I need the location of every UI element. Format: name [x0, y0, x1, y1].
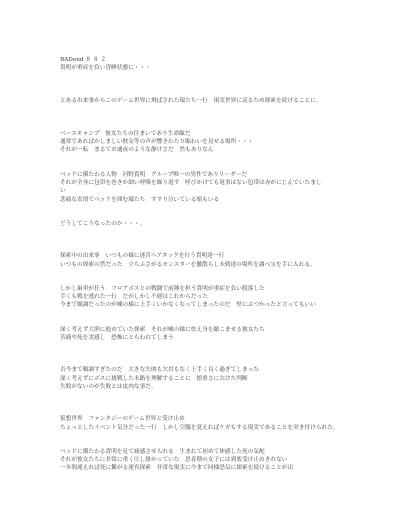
- paragraph: [60, 130, 370, 155]
- paragraph: [60, 415, 370, 432]
- paragraph: [60, 97, 370, 105]
- text-line: 通常であればかしましい彼女等の声が響きわたり賑わいを見せる場所・・・: [60, 139, 254, 146]
- text-line: しかし歯車が狂う フロアボスとの戦闘で前陣を担う貴明が重症を負い脱落した: [60, 285, 265, 292]
- text-line: ちょっとしたイベント気分だった一行 しかし空腹を覚えればケガもする現実であることを突き付けられた。: [60, 424, 339, 431]
- text-line: ベースキャンプ 彼女たちの住まいであり生命線だ: [60, 130, 191, 137]
- text-line: 一歩間違えれば死に繋がる迷宮探索 非常な現実に今まで同様恐気に探索を続けることが出: [60, 465, 294, 472]
- paragraph: [60, 366, 370, 391]
- text-line: 深く考えず大胆に進めていた探索 それが嘘の様に怯え身を縮こませる彼女たち: [60, 326, 265, 333]
- text-line: 苦痛や死を実感し 恐怖にとらわれてしまう: [60, 335, 174, 342]
- text-line: いつもの探索の筈だった 立ちふさがるモンスターを撤散らし未到達の場所を調べ宝を手に入れる。: [60, 261, 316, 268]
- text-line: それが彼女たちに非常に重く圧し掛かっていた 思春期の女子には到底受け止めきれない: [60, 457, 288, 464]
- paragraph: [60, 171, 370, 204]
- document-title: BADend ８ ８ ２: [60, 57, 107, 63]
- paragraph: [60, 326, 370, 343]
- text-line: ベッドに横たわる貴明を見て痛感させられる 生まれて初めて体感した死の気配: [60, 448, 265, 455]
- text-line: 深く考えずにボスに挑戦した末路を理解することに 慎重さに欠けた判断: [60, 375, 248, 382]
- paragraph: [60, 56, 370, 73]
- text-line: ベッドに横たわる人物 河野貴明 グループ唯一の男性でありリーダーだ: [60, 171, 248, 178]
- text-line: い: [60, 188, 66, 195]
- text-line: 今まで順調だったのが嘘の様に上手くいかなくなってしまったのだ 壁にぶつかったと言ってもいい: [60, 302, 316, 309]
- text-line: 貴明が重症を負い昏睡状態に・・・: [60, 65, 151, 72]
- text-line: それが全身に包帯を巻きか細い呼吸を繰り返す 呼びかけても返事はない包帯は赤がにじんでいたまし: [60, 180, 322, 187]
- text-line: 探索中の出来事 いつもの様に迷宮へアタックを行う貴明達一行: [60, 253, 225, 260]
- paragraph: [60, 220, 370, 228]
- text-line: 仮想世界 ファンタジーのゲーム世界と受け止め: [60, 416, 185, 423]
- text-line: とある出来事からこのゲーム世界に飛ばされた環たち一行 現実世界に戻るため探索を続けることに。: [60, 97, 322, 104]
- text-line: 否今まで順調すぎたのだ 大きな失敗も欠員もなく上手く良く過ぎてしまった: [60, 367, 260, 374]
- text-line: 悲痛な表情でベッドを囲む環たち すすり泣いている娘もいる: [60, 196, 220, 203]
- paragraph: [60, 448, 370, 473]
- text-line: それが一転 まるでお通夜のような静けさだ 然もありなん: [60, 147, 214, 154]
- paragraph: [60, 285, 370, 310]
- text-line: どうしてこうなったのか・・・。: [60, 220, 146, 227]
- paragraph: [60, 252, 370, 269]
- text-line: 手くも戦を逃れた一行 だがしかし不運はこれからだった: [60, 294, 208, 301]
- text-line: 失敗がないのが失敗とは皮肉な事だ。: [60, 383, 157, 390]
